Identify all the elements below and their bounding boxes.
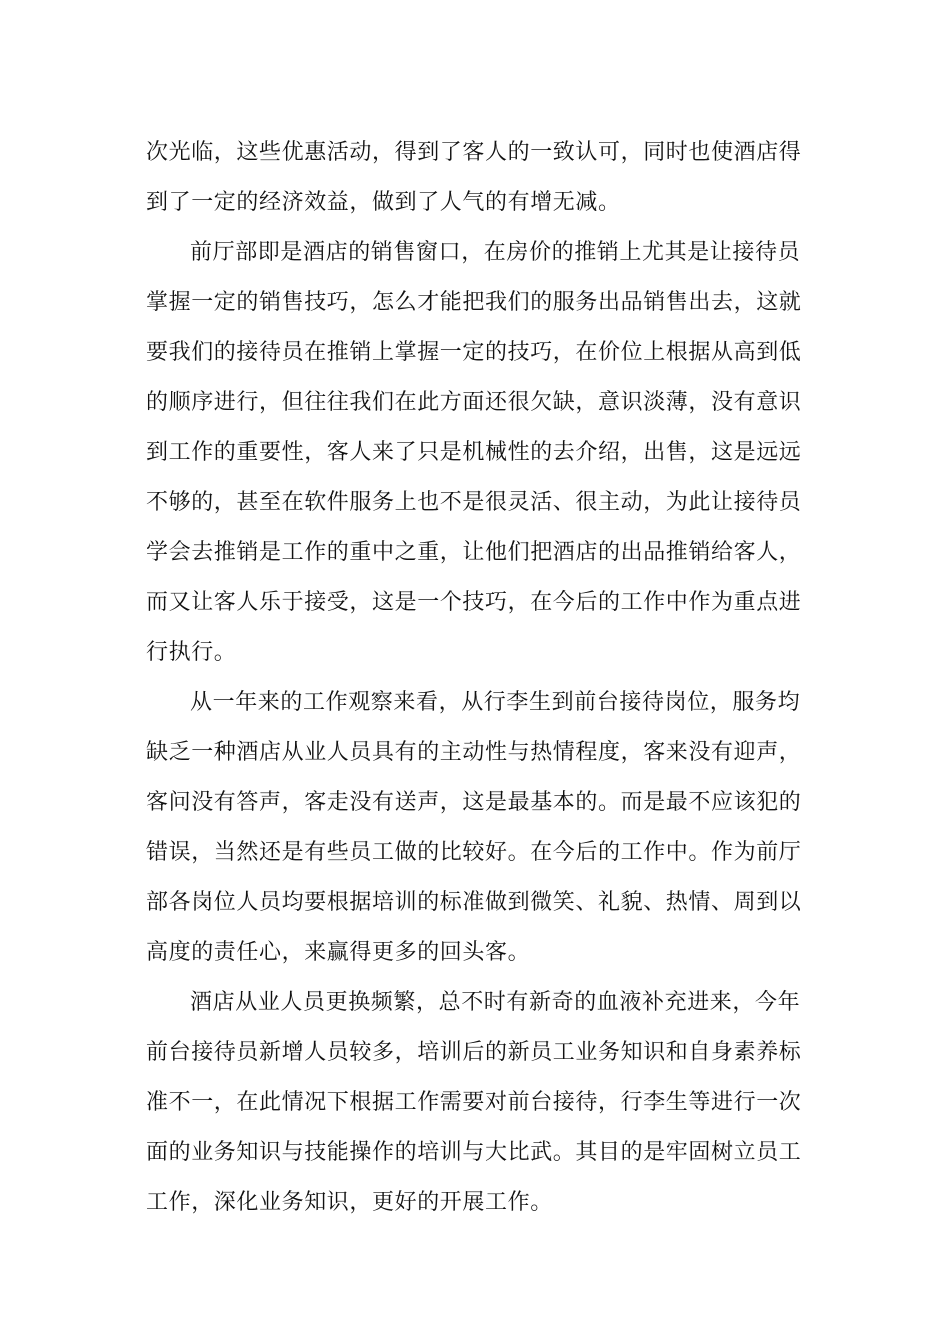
text-line: 缺乏一种酒店从业人员具有的主动性与热情程度，客来没有迎声， xyxy=(146,740,802,765)
text-line: 酒店从业人员更换频繁，总不时有新奇的血液补充进来，今年 xyxy=(190,990,801,1015)
text-line: 掌握一定的销售技巧，怎么才能把我们的服务出品销售出去，这就 xyxy=(146,290,802,315)
text-line: 要我们的接待员在推销上掌握一定的技巧，在价位上根据从高到低 xyxy=(146,340,802,365)
text-line: 而又让客人乐于接受，这是一个技巧，在今后的工作中作为重点进 xyxy=(146,590,802,615)
text-line: 部各岗位人员均要根据培训的标准做到微笑、礼貌、热情、周到以 xyxy=(146,890,802,915)
text-line: 客问没有答声，客走没有送声，这是最基本的。而是最不应该犯的 xyxy=(146,790,802,815)
paragraph-4 xyxy=(146,978,808,1228)
paragraph-3 xyxy=(146,678,808,978)
text-line: 的顺序进行，但往往我们在此方面还很欠缺，意识淡薄，没有意识 xyxy=(146,390,802,415)
text-line: 从一年来的工作观察来看，从行李生到前台接待岗位，服务均 xyxy=(190,690,801,715)
paragraph-1 xyxy=(146,128,808,228)
text-line: 行执行。 xyxy=(146,640,237,665)
text-line: 次光临，这些优惠活动，得到了客人的一致认可，同时也使酒店得 xyxy=(146,140,802,165)
text-line: 学会去推销是工作的重中之重，让他们把酒店的出品推销给客人， xyxy=(146,540,802,565)
text-line: 前厅部即是酒店的销售窗口，在房价的推销上尤其是让接待员 xyxy=(190,240,801,265)
text-line: 前台接待员新增人员较多，培训后的新员工业务知识和自身素养标 xyxy=(146,1040,802,1065)
text-line: 高度的责任心，来赢得更多的回头客。 xyxy=(146,940,531,965)
paragraph-2 xyxy=(146,228,808,678)
text-line: 工作，深化业务知识，更好的开展工作。 xyxy=(146,1190,553,1215)
text-line: 准不一，在此情况下根据工作需要对前台接待，行李生等进行一次 xyxy=(146,1090,802,1115)
text-line: 到工作的重要性，客人来了只是机械性的去介绍，出售，这是远远 xyxy=(146,440,802,465)
text-line: 面的业务知识与技能操作的培训与大比武。其目的是牢固树立员工 xyxy=(146,1140,802,1165)
document-body xyxy=(146,128,808,1228)
text-line: 错误，当然还是有些员工做的比较好。在今后的工作中。作为前厅 xyxy=(146,840,802,865)
text-line: 不够的，甚至在软件服务上也不是很灵活、很主动，为此让接待员 xyxy=(146,490,802,515)
text-line: 到了一定的经济效益，做到了人气的有增无减。 xyxy=(146,190,621,215)
